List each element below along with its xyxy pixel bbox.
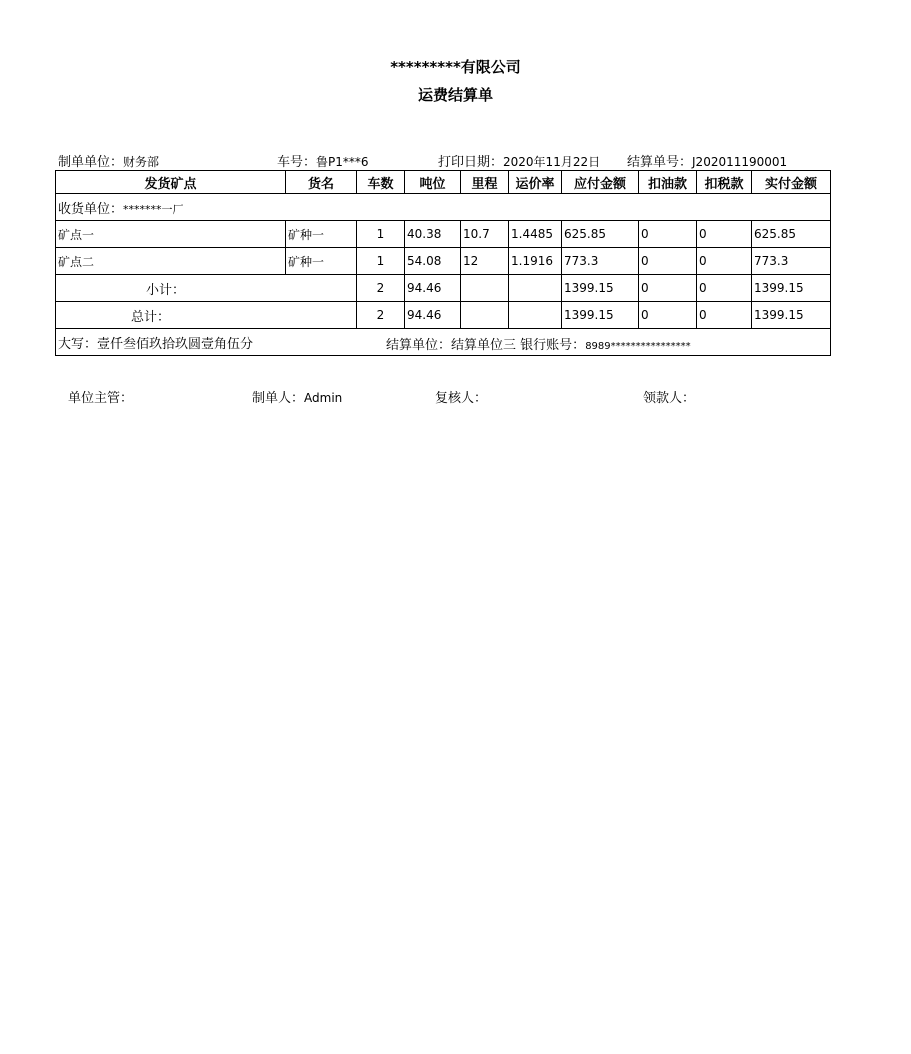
- subtotal-row: [56, 275, 831, 302]
- cell-origin: 矿点二: [56, 248, 286, 275]
- table-row: [56, 248, 831, 275]
- col-tax: 扣税款: [697, 171, 752, 194]
- bank-value: 8989****************: [585, 341, 691, 352]
- col-actual: 实付金额: [752, 171, 831, 194]
- table-header-row: [56, 171, 831, 194]
- subtotal-rate-empty: [509, 275, 562, 302]
- total-row: [56, 302, 831, 329]
- supervisor-label: 单位主管：: [68, 391, 134, 406]
- document-title: 运费结算单: [417, 86, 493, 104]
- meta-unit-label: 制单单位：: [58, 155, 124, 170]
- total-label: 总计：: [56, 302, 357, 329]
- meta-print-value: 2020年11月22日: [503, 155, 601, 169]
- col-rate: 运价率: [509, 171, 562, 194]
- capital-value: 壹仟叁佰玖拾玖圆壹角伍分: [97, 336, 254, 352]
- settle-unit-label: 结算单位：: [386, 338, 452, 353]
- maker-label: 制单人：: [252, 391, 305, 406]
- meta-print-label: 打印日期：: [438, 155, 504, 170]
- reviewer-label: 复核人：: [435, 391, 488, 406]
- meta-unit-value: 财务部: [123, 155, 160, 169]
- total-actual: 1399.15: [752, 302, 831, 329]
- total-mileage-empty: [461, 302, 509, 329]
- receiver-row: [56, 194, 831, 221]
- subtotal-label: 小计：: [56, 275, 357, 302]
- table-row: [56, 221, 831, 248]
- cell-actual: 625.85: [752, 221, 831, 248]
- meta-settle-no-label: 结算单号：: [627, 155, 693, 170]
- cell-rate: 1.1916: [509, 248, 562, 275]
- settle-unit-value: 结算单位三: [451, 338, 517, 353]
- maker-value: Admin: [304, 391, 343, 405]
- sign-payee: [643, 387, 695, 406]
- sign-supervisor: [68, 387, 133, 406]
- capital-label: 大写：: [58, 336, 98, 352]
- subtotal-tax: 0: [697, 275, 752, 302]
- cell-oil: 0: [639, 248, 697, 275]
- cell-payable: 773.3: [562, 248, 639, 275]
- cell-goods: 矿种一: [286, 248, 357, 275]
- cell-goods: 矿种一: [286, 221, 357, 248]
- cell-payable: 625.85: [562, 221, 639, 248]
- meta-print-date: [438, 151, 600, 170]
- sign-maker: [252, 387, 342, 406]
- cell-tax: 0: [697, 248, 752, 275]
- total-tax: 0: [697, 302, 752, 329]
- col-tons: 吨位: [405, 171, 461, 194]
- meta-unit: [58, 151, 159, 170]
- subtotal-tons: 94.46: [405, 275, 461, 302]
- receiver-cell: [56, 194, 831, 221]
- capital-row: [56, 329, 831, 356]
- cell-tons: 40.38: [405, 221, 461, 248]
- settle-unit: [386, 334, 691, 353]
- col-payable: 应付金额: [562, 171, 639, 194]
- cell-tons: 54.08: [405, 248, 461, 275]
- cell-oil: 0: [639, 221, 697, 248]
- subtotal-mileage-empty: [461, 275, 509, 302]
- cell-tax: 0: [697, 221, 752, 248]
- subtotal-oil: 0: [639, 275, 697, 302]
- col-oil: 扣油款: [639, 171, 697, 194]
- subtotal-payable: 1399.15: [562, 275, 639, 302]
- receiver-value: *******一厂: [123, 202, 184, 216]
- cell-cars: 1: [357, 248, 405, 275]
- cell-mileage: 12: [461, 248, 509, 275]
- col-mileage: 里程: [461, 171, 509, 194]
- cell-origin: 矿点一: [56, 221, 286, 248]
- meta-car-value: 鲁P1***6: [316, 155, 369, 169]
- receiver-label: 收货单位：: [58, 201, 124, 217]
- subtotal-cars: 2: [357, 275, 405, 302]
- payee-label: 领款人：: [643, 391, 696, 406]
- total-oil: 0: [639, 302, 697, 329]
- cell-rate: 1.4485: [509, 221, 562, 248]
- subtotal-actual: 1399.15: [752, 275, 831, 302]
- total-tons: 94.46: [405, 302, 461, 329]
- sign-reviewer: [435, 387, 487, 406]
- col-origin: 发货矿点: [56, 171, 286, 194]
- col-goods: 货名: [286, 171, 357, 194]
- total-payable: 1399.15: [562, 302, 639, 329]
- company-name: *********有限公司: [390, 58, 521, 76]
- meta-settle-no: [627, 151, 787, 170]
- capital-cell: [56, 329, 831, 356]
- meta-settle-no-value: J202011190001: [692, 155, 788, 169]
- meta-car-label: 车号：: [277, 155, 317, 170]
- cell-mileage: 10.7: [461, 221, 509, 248]
- total-cars: 2: [357, 302, 405, 329]
- meta-car: [277, 151, 369, 170]
- settlement-table: [55, 170, 831, 356]
- bank-label: 银行账号：: [520, 338, 586, 353]
- cell-cars: 1: [357, 221, 405, 248]
- total-rate-empty: [509, 302, 562, 329]
- cell-actual: 773.3: [752, 248, 831, 275]
- col-cars: 车数: [357, 171, 405, 194]
